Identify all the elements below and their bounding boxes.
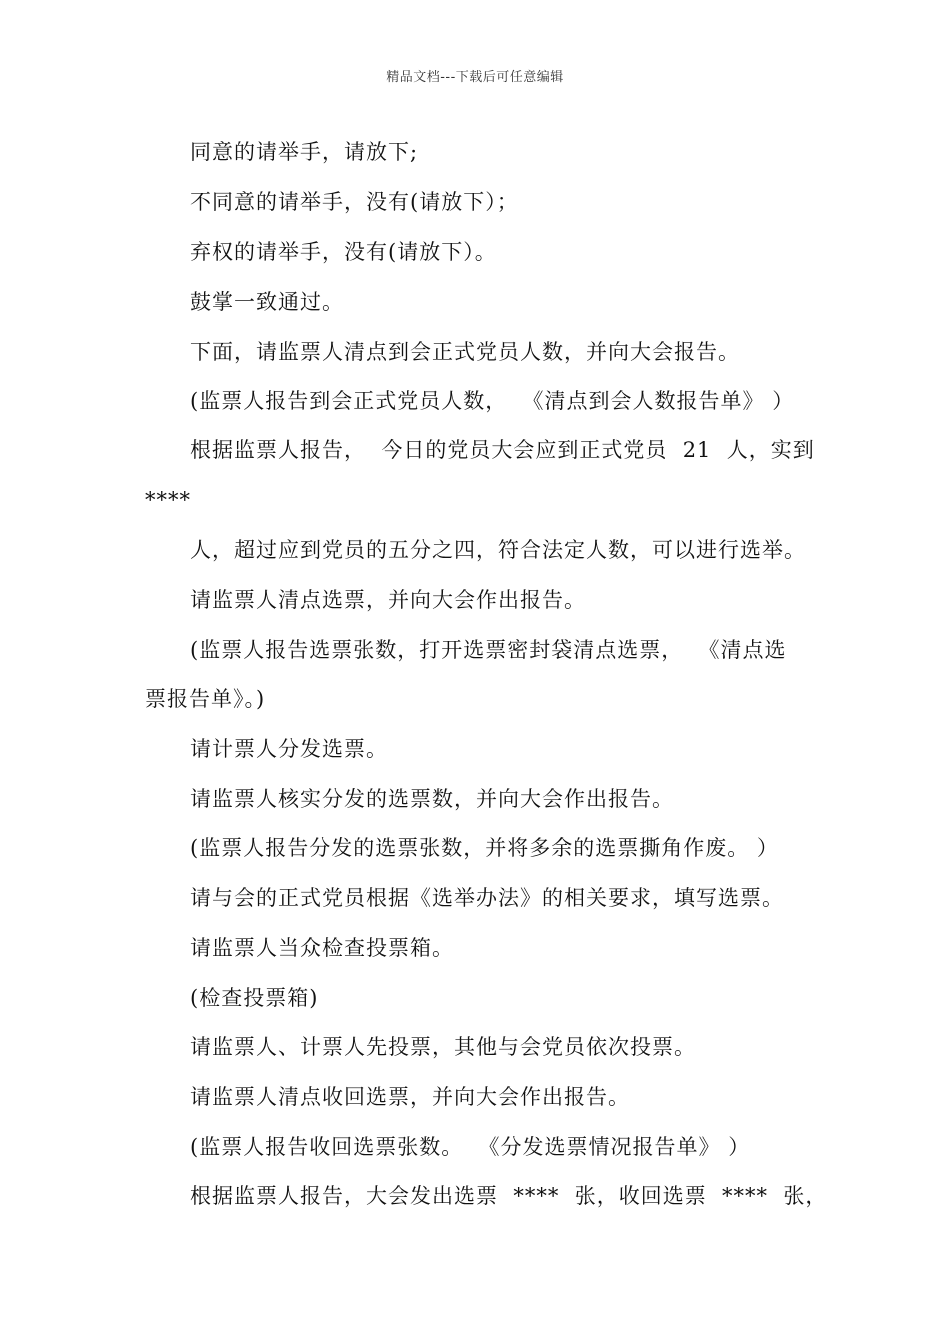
text-line: (检查投票箱) bbox=[190, 986, 319, 1010]
text-line: 票报告单》。) bbox=[145, 687, 266, 711]
page-header: 精品文档---下载后可任意编辑 bbox=[386, 70, 564, 85]
text-line: 请监票人、计票人先投票，其他与会党员依次投票。 bbox=[190, 1035, 696, 1059]
text-line: 不同意的请举手，没有(请放下）； bbox=[190, 190, 519, 214]
text-line: 请监票人清点选票，并向大会作出报告。 bbox=[190, 588, 586, 612]
text-line: 弃权的请举手，没有(请放下）。 bbox=[190, 240, 497, 264]
text-line: 根据监票人报告， 今日的党员大会应到正式党员 21 人，实到 bbox=[190, 438, 815, 462]
text-line: 人，超过应到党员的五分之四，符合法定人数，可以进行选举。 bbox=[190, 538, 806, 562]
text-line: 请与会的正式党员根据《选举办法》的相关要求，填写选票。 bbox=[190, 886, 784, 910]
text-line: (监票人报告到会正式党员人数， 《清点到会人数报告单》 ） bbox=[190, 389, 795, 413]
text-line: 鼓掌一致通过。 bbox=[190, 290, 344, 314]
text-line: 请计票人分发选票。 bbox=[190, 737, 388, 761]
text-line: 请监票人当众检查投票箱。 bbox=[190, 936, 454, 960]
text-line: 同意的请举手，请放下; bbox=[190, 140, 419, 164]
text-line: (监票人报告分发的选票张数，并将多余的选票撕角作废。 ） bbox=[190, 836, 779, 860]
text-line: 下面，请监票人清点到会正式党员人数，并向大会报告。 bbox=[190, 340, 740, 364]
text-line: **** bbox=[145, 488, 191, 512]
text-line: 请监票人核实分发的选票数，并向大会作出报告。 bbox=[190, 787, 674, 811]
text-line: 请监票人清点收回选票，并向大会作出报告。 bbox=[190, 1085, 630, 1109]
text-line: (监票人报告收回选票张数。 《分发选票情况报告单》 ） bbox=[190, 1135, 751, 1159]
text-line: (监票人报告选票张数，打开选票密封袋清点选票， 《清点选 bbox=[190, 638, 787, 662]
text-line: 根据监票人报告，大会发出选票 **** 张，收回选票 **** 张， bbox=[190, 1184, 828, 1208]
